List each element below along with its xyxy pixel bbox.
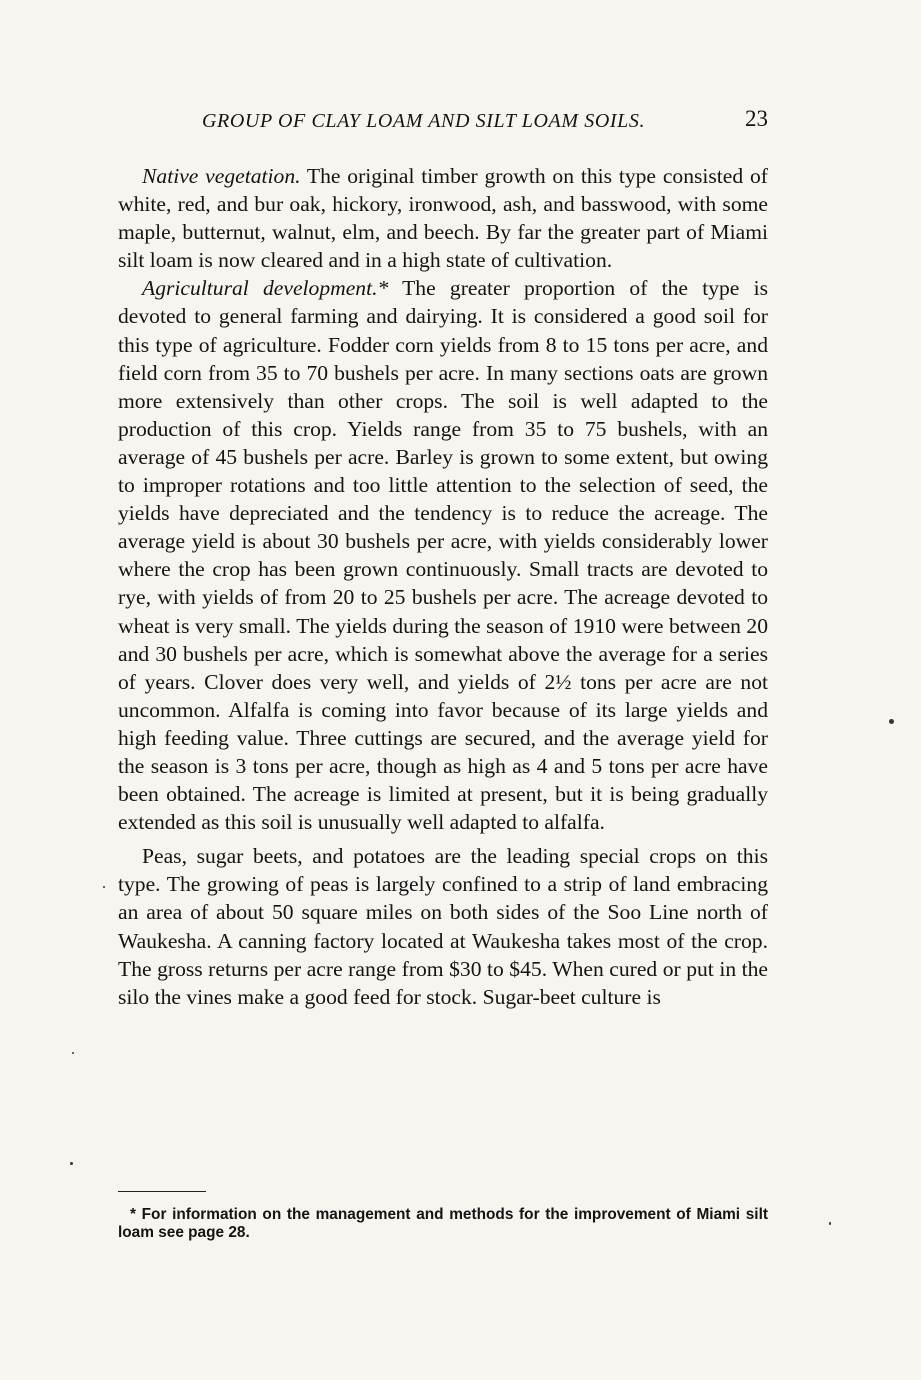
footnote-rule [118,1191,206,1192]
paragraph-special-crops [118,842,768,1011]
paper-speck [72,1052,74,1054]
page-number: 23 [745,106,768,131]
paragraph-text: Peas, sugar beets, and potatoes are the leading special crops on this type. The growing of peas is largely confined to a strip of land embracing an area of about 50 square miles on both sides of the Soo Line north of Waukesha. A canning factory located at Waukesha takes most of the crop. The gross returns per acre range from $30 to $45. When cured or put in the silo the vines make a good feed for stock. Sugar-beet culture is [118,844,768,1009]
paper-speck [889,719,894,724]
paper-speck [103,886,105,888]
running-title: GROUP OF CLAY LOAM AND SILT LOAM SOILS. [202,110,646,132]
paper-speck [829,1222,831,1225]
running-head [118,106,768,140]
paragraph-native-vegetation [118,162,768,274]
paragraph-lead: Agricultural development.* [142,276,389,301]
paragraph-text: The original timber growth on this type consisted of white, red, and bur oak, hickory, ironwood, ash, and basswood, with some maple, butternut, walnut, elm, and beech. By far the greater part of Miami silt loam is now cleared and in a high state of cultivation. [118,164,768,273]
paragraph-lead: Native vegetation. [142,164,301,188]
paper-speck [70,1162,73,1165]
paragraph-agricultural-development [118,274,768,836]
paragraph-text: The greater proportion of the type is devoted to general farming and dairying. It is considered a good soil for this type of agriculture. Fodder corn yields from 8 to 15 tons per acre, and field corn from 35 to 70 bushels per acre. In many sections oats are grown more extensively than other crops. The soil is well adapted to the production of this crop. Yields range from 35 to 75 bushels, with an average of 45 bushels per acre. Barley is grown to some extent, but owing to improper rotations and too little attention to the selection of seed, the yields have depreciated and the tendency is to reduce the acreage. The average yield is about 30 bushels per acre, with yields considerably lower where the crop has been grown continuously. Small tracts are devoted to rye, with yields of from 20 to 25 bushels per acre. The acreage devoted to wheat is very small. The yields during the season of 1910 were between 20 and 30 bushels per acre, which is somewhat above the average for a series of years. Clover does very well, and yields of 2½ tons per acre are not uncommon. Alfalfa is coming into favor because of its large yields and high feeding value. Three cuttings are secured, and the average yield for the season is 3 tons per acre, though as high as 4 and 5 tons per acre have been obtained. The acreage is limited at present, but it is being gradually extended as this soil is unusually well adapted to alfalfa. [118,276,768,835]
body-text [118,162,768,1011]
footnote: * For information on the management and methods for the improvement of Miami silt loam see page 28. [118,1206,768,1241]
